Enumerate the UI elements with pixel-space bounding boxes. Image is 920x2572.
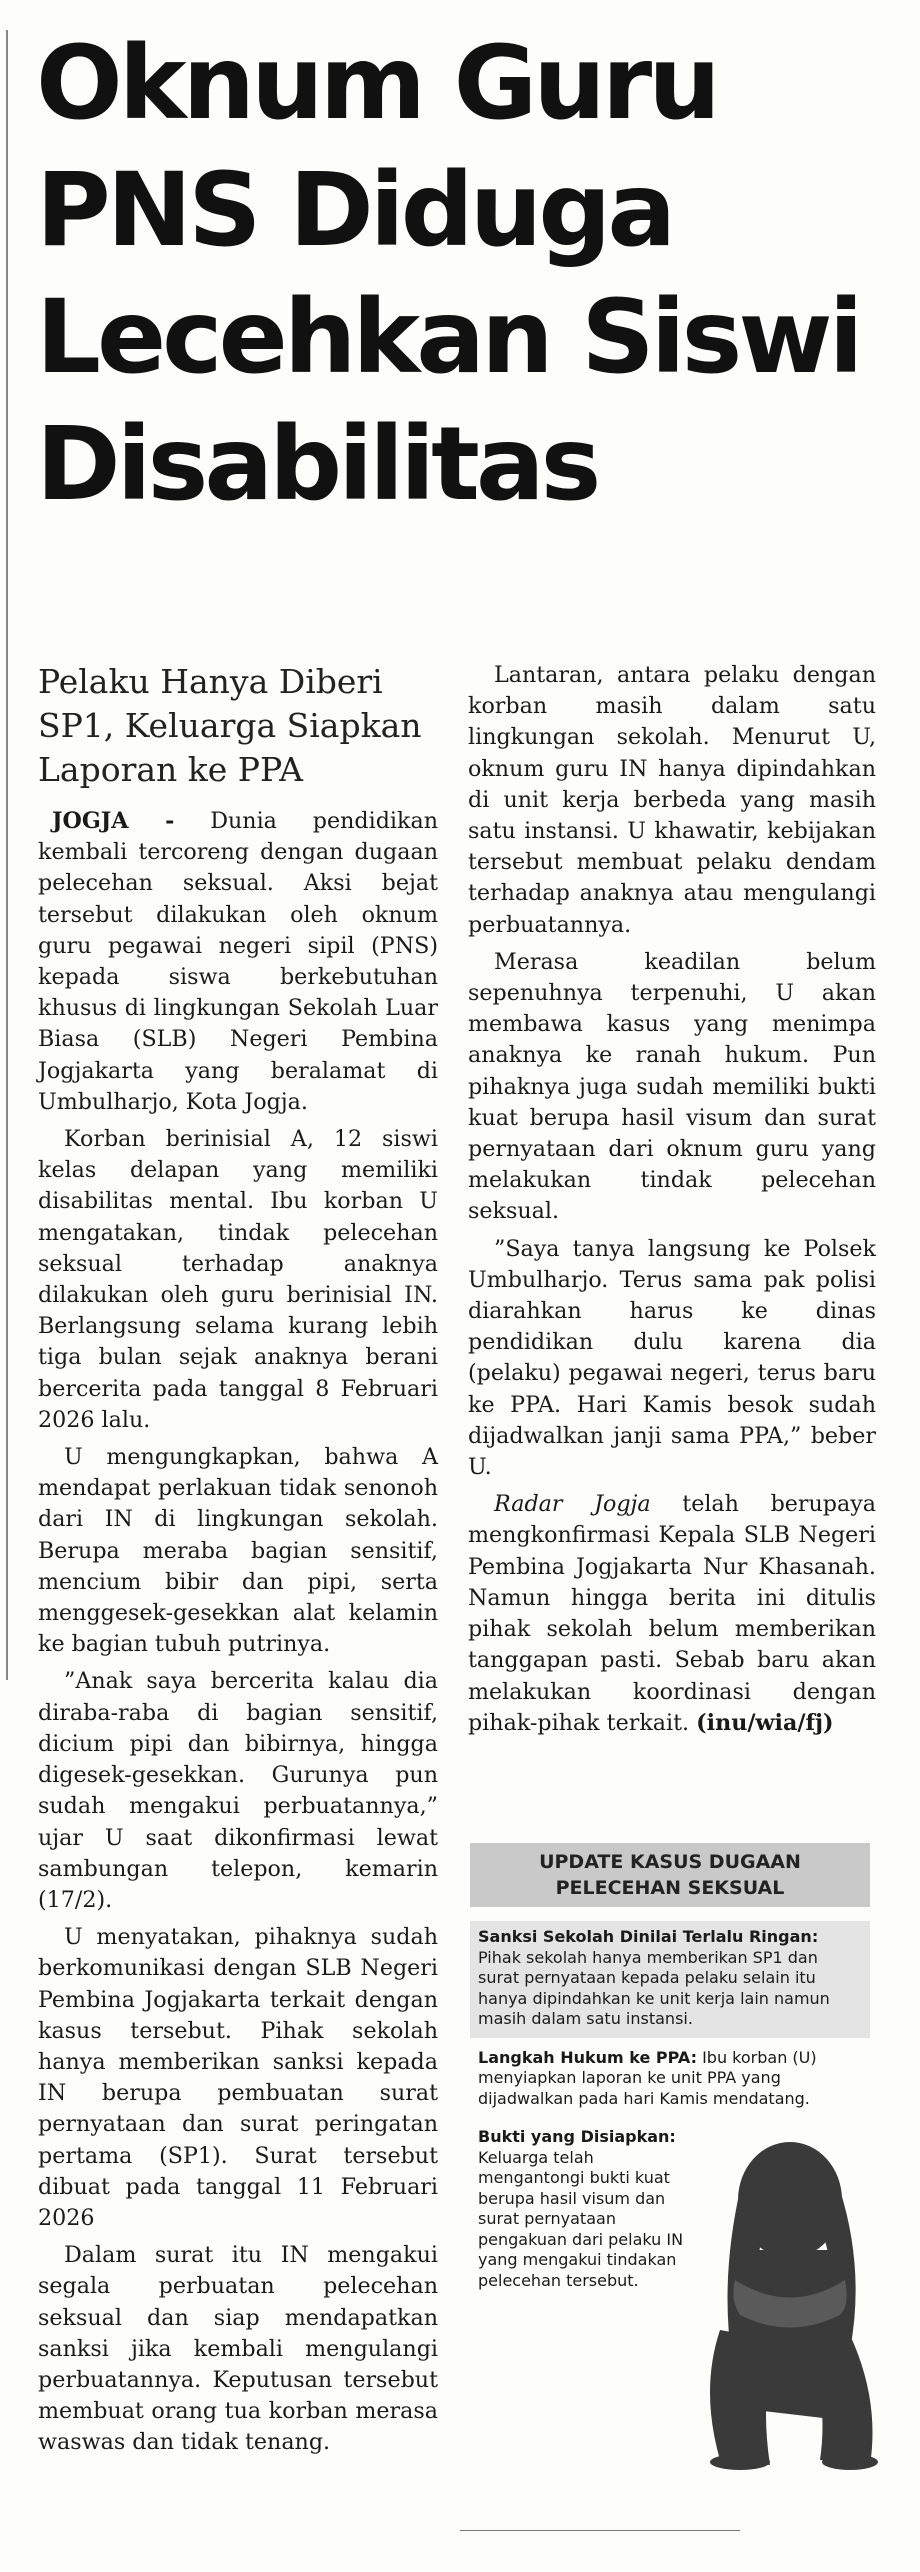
box-item-text: Pihak sekolah hanya memberikan SP1 dan surat pernyataan kepada pelaku selain itu hanya dipindahkan ke unit kerja lain namun masih dalam satu instansi. — [478, 1947, 830, 2028]
box-item-label: Sanksi Sekolah Dinilai Terlalu Ringan: — [478, 1927, 819, 1946]
article-paragraph: Dalam surat itu IN mengakui segala perbuatan pelecehan seksual dan siap mendapatkan sanksi jika kembali mengulangi perbuatannya. Keputusan tersebut membuat orang tua korban merasa waswas dan tidak tenang. — [38, 2242, 438, 2456]
article-column-right — [468, 660, 876, 1745]
box-item-text: Keluarga telah mengantongi bukti kuat berupa hasil visum dan surat pernyataan pengakuan dari pelaku IN yang mengakui tindakan pelecehan tersebut. — [478, 2147, 684, 2290]
headline-line-3: Lecehkan Siswi — [36, 278, 860, 397]
box-item — [478, 2127, 693, 2299]
article-paragraph — [468, 1489, 876, 1739]
author-signature: (inu/wia/fj) — [696, 1709, 834, 1736]
paragraph-text: telah berupaya mengkonfirmasi Kepala SLB Negeri Pembina Jogjakarta Nur Khasanah. Namun hingga berita ini ditulis pihak sekolah belum memberikan tanggapan pasti. Sebab baru akan melakukan koordinasi dengan pihak-pihak terkait. — [468, 1491, 876, 1736]
article-paragraph: ”Anak saya bercerita kalau dia diraba-raba di bagian sensitif, dicium pipi dan bibirnya, hingga digesek-gesekkan. Gurunya pun sudah mengakui perbuatannya,” ujar U saat dikonfirmasi lewat sambungan telepon, kemarin (17/2). — [38, 1668, 438, 1913]
box-item-label: Langkah Hukum ke PPA: — [478, 2047, 697, 2067]
article-paragraph — [38, 806, 438, 1118]
box-item-label: Bukti yang Disiapkan: — [478, 2127, 676, 2146]
subheadline: Pelaku Hanya Diberi SP1, Keluarga Siapkan Laporan ke PPA — [38, 662, 422, 789]
column-rule — [6, 30, 8, 1680]
article-paragraph: ”Saya tanya langsung ke Polsek Umbulharjo. Terus sama pak polisi diarahkan harus ke dinas pendidikan dulu karena dia (pelaku) pegawai negeri, terus baru ke PPA. Hari Kamis besok sudah dijadwalkan janji sama PPA,” beber U. — [468, 1235, 876, 1481]
article-paragraph: Korban berinisial A, 12 siswi kelas delapan yang memiliki disabilitas mental. Ibu korban U mengatakan, tindak pelecehan seksual terhadap anaknya dilakukan oleh guru berinisial IN. Berlangsung selama kurang lebih tiga bulan sejak anaknya berani bercerita pada tanggal 8 Februari 2026 lalu. — [38, 1126, 438, 1433]
sad-girl-illustration — [680, 2130, 890, 2470]
dateline: JOGJA - — [52, 808, 175, 834]
article-paragraph: Merasa keadilan belum sepenuhnya terpenuhi, U akan membawa kasus yang menimpa anaknya ke ranah hukum. Pun pihaknya juga sudah memiliki bukti kuat berupa hasil visum dan surat pernyataan dari oknum guru yang melakukan tindak pelecehan seksual. — [468, 948, 876, 1225]
bottom-rule — [460, 2530, 740, 2531]
article-column-left — [38, 660, 438, 2465]
headline-line-1: Oknum Guru — [36, 24, 717, 143]
box-title: UPDATE KASUS DUGAAN PELECEHAN SEKSUAL — [470, 1843, 870, 1907]
box-item — [470, 1921, 870, 2038]
box-item — [478, 2048, 862, 2118]
box-item-text: Ibu korban (U) menyiapkan laporan ke unit PPA yang dijadwalkan pada hari Kamis mendatang. — [478, 2047, 817, 2108]
headline-line-2: PNS Diduga — [36, 151, 673, 270]
headline — [36, 20, 886, 528]
paragraph-text: Dunia pendidikan kembali tercoreng dengan dugaan pelecehan seksual. Aksi bejat tersebut dilakukan oleh oknum guru pegawai negeri sipil (PNS) kepada siswa berkebutuhan khusus di lingkungan Sekolah Luar Biasa (SLB) Negeri Pembina Jogjakarta yang beralamat di Umbulharjo, Kota Jogja. — [38, 808, 438, 1115]
article-paragraph: Lantaran, antara pelaku dengan korban masih dalam satu lingkungan sekolah. Menurut U, oknum guru IN hanya dipindahkan di unit kerja berbeda yang masih satu instansi. U khawatir, kebijakan tersebut membuat pelaku dendam terhadap anaknya atau mengulangi perbuatannya. — [468, 662, 876, 938]
article-paragraph: U menyatakan, pihaknya sudah berkomunikasi dengan SLB Negeri Pembina Jogjakarta terkait dengan kasus tersebut. Pihak sekolah hanya memberikan sanksi kepada IN berupa pembuatan surat pernyataan dan surat peringatan pertama (SP1). Surat tersebut dibuat pada tanggal 11 Februari 2026 — [38, 1924, 438, 2231]
headline-line-4: Disabilitas — [36, 405, 598, 524]
article-paragraph: U mengungkapkan, bahwa A mendapat perlakuan tidak senonoh dari IN di lingkungan sekolah. Berupa meraba bagian sensitif, mencium bibir dan pipi, serta menggesek-gesekkan alat kelamin ke bagian tubuh putrinya. — [38, 1444, 438, 1658]
publication-name: Radar Jogja — [494, 1491, 651, 1518]
